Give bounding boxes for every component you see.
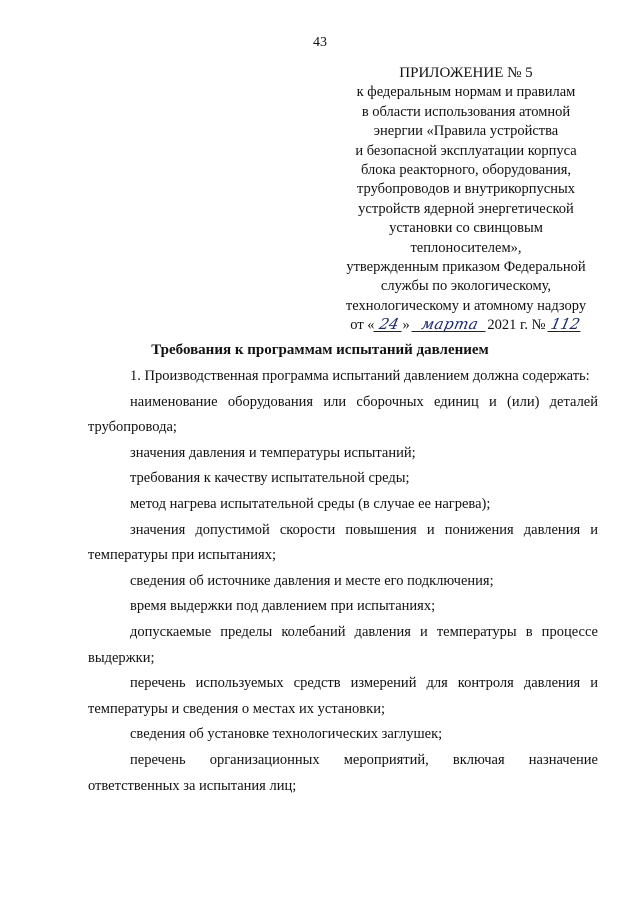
appendix-line: и безопасной эксплуатации корпуса [355, 142, 577, 159]
document-title: Требования к программам испытаний давлением [151, 342, 489, 358]
appendix-line: теплоносителем», [410, 239, 522, 256]
appendix-line: трубопроводов и внутрикорпусных [357, 181, 575, 198]
appendix-line: устройств ядерной энергетической [358, 200, 574, 217]
list-item: перечень организационных мероприятий, включая назначение ответственных за испытания лиц; [88, 751, 598, 794]
appendix-title: ПРИЛОЖЕНИЕ № 5 [399, 65, 533, 81]
appendix-line: утвержденным приказом Федеральной [346, 259, 586, 276]
appendix-line: технологическому и атомному надзору [345, 297, 587, 314]
appendix-line: службы по экологическому, [380, 278, 552, 295]
appendix-line: блока реакторного, оборудования, [360, 162, 572, 179]
appendix-line: к федеральным нормам и правилам [356, 84, 576, 101]
order-prefix: от « [350, 317, 375, 334]
appendix-line: энергии «Правила устройства [373, 123, 559, 140]
list-item: метод нагрева испытательной среды (в случае ее нагрева); [130, 495, 491, 512]
list-item: требования к качеству испытательной среды; [130, 470, 410, 487]
order-mid: » [402, 317, 414, 334]
requirements-list [88, 364, 598, 799]
list-item: наименование оборудования или сборочных единиц и (или) деталей трубопровода; [88, 393, 598, 436]
list-item: сведения об источнике давления и месте его подключения; [130, 572, 494, 589]
list-item: сведения об установке технологических заглушек; [130, 726, 443, 743]
list-item: допускаемые пределы колебаний давления и температуры в процессе выдержки; [88, 623, 598, 666]
order-year: 2021 г. № [487, 317, 550, 334]
handwritten-month: марта [412, 317, 489, 332]
list-item: перечень используемых средств измерений для контроля давления и температуры и сведения о местах их установки; [88, 675, 598, 717]
list-item: значения допустимой скорости повышения и понижения давления и температуры при испытаниях; [88, 521, 598, 564]
page-number: 43 [313, 35, 327, 50]
order-date-line [318, 316, 614, 335]
handwritten-order-number: 112 [549, 315, 582, 334]
appendix-line: установки со свинцовым [389, 220, 543, 237]
list-item: значения давления и температуры испытаний; [130, 444, 416, 461]
appendix-line: в области использования атомной [361, 103, 571, 120]
list-item: время выдержки под давлением при испытаниях; [130, 598, 436, 615]
handwritten-day: 24 [373, 317, 404, 332]
appendix-block [318, 64, 614, 336]
paragraph-intro: 1. Производственная программа испытаний давлением должна содержать: [130, 368, 590, 384]
